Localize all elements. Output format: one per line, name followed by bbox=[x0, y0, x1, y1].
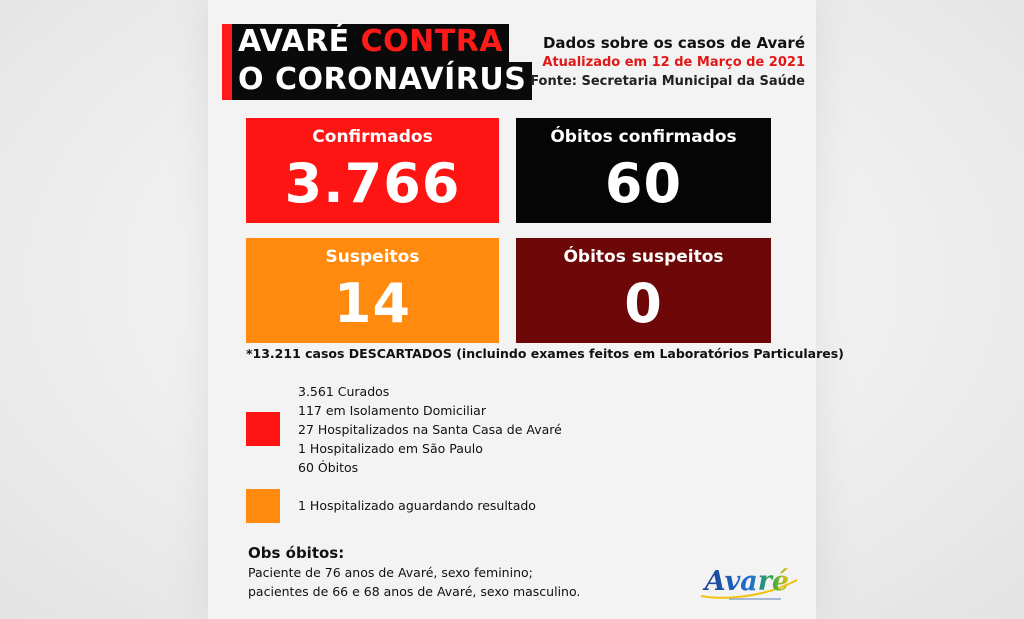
title-line-2: O CORONAVÍRUS bbox=[232, 62, 532, 100]
confirmed-breakdown-list bbox=[298, 382, 598, 477]
list-item: 117 em Isolamento Domiciliar bbox=[298, 403, 486, 418]
stat-suspected-deaths-label: Óbitos suspeitos bbox=[563, 247, 724, 267]
stat-suspected-value: 14 bbox=[333, 272, 412, 335]
logo-tagline-mark bbox=[729, 598, 781, 600]
title-word-contra: CONTRA bbox=[360, 24, 504, 59]
confirmed-legend-square bbox=[246, 412, 280, 446]
stat-deaths bbox=[516, 118, 771, 223]
info-source: Fonte: Secretaria Municipal da Saúde bbox=[530, 74, 805, 89]
logo-wordmark: Avaré bbox=[704, 566, 790, 597]
obs-title: Obs óbitos: bbox=[248, 544, 345, 562]
suspected-legend-square bbox=[246, 489, 280, 523]
stat-confirmed-label: Confirmados bbox=[312, 127, 433, 147]
obs-block bbox=[248, 543, 668, 601]
stat-deaths-value: 60 bbox=[604, 152, 683, 215]
discarded-note: *13.211 casos DESCARTADOS (incluindo exames feitos em Laboratórios Particulares) bbox=[246, 346, 844, 361]
info-updated: Atualizado em 12 de Março de 2021 bbox=[542, 55, 805, 70]
avare-logo bbox=[693, 560, 803, 608]
list-item: 1 Hospitalizado em São Paulo bbox=[298, 441, 483, 456]
title-word-avare: AVARÉ bbox=[238, 24, 350, 59]
list-item: 60 Óbitos bbox=[298, 460, 359, 475]
stat-confirmed bbox=[246, 118, 499, 223]
title-line-1 bbox=[232, 24, 509, 62]
header-info bbox=[530, 34, 805, 91]
stat-suspected-label: Suspeitos bbox=[325, 247, 420, 267]
title-accent-bar bbox=[222, 24, 232, 100]
stat-suspected-deaths bbox=[516, 238, 771, 343]
page-title bbox=[222, 24, 527, 100]
obs-line-2: pacientes de 66 e 68 anos de Avaré, sexo masculino. bbox=[248, 584, 581, 599]
info-heading: Dados sobre os casos de Avaré bbox=[542, 34, 805, 52]
obs-line-1: Paciente de 76 anos de Avaré, sexo feminino; bbox=[248, 565, 533, 580]
stat-suspected bbox=[246, 238, 499, 343]
list-item: 27 Hospitalizados na Santa Casa de Avaré bbox=[298, 422, 562, 437]
stat-suspected-deaths-value: 0 bbox=[624, 272, 663, 335]
list-item: 3.561 Curados bbox=[298, 384, 390, 399]
suspected-breakdown: 1 Hospitalizado aguardando resultado bbox=[298, 498, 536, 513]
stat-confirmed-value: 3.766 bbox=[284, 152, 461, 215]
stat-deaths-label: Óbitos confirmados bbox=[550, 127, 737, 147]
